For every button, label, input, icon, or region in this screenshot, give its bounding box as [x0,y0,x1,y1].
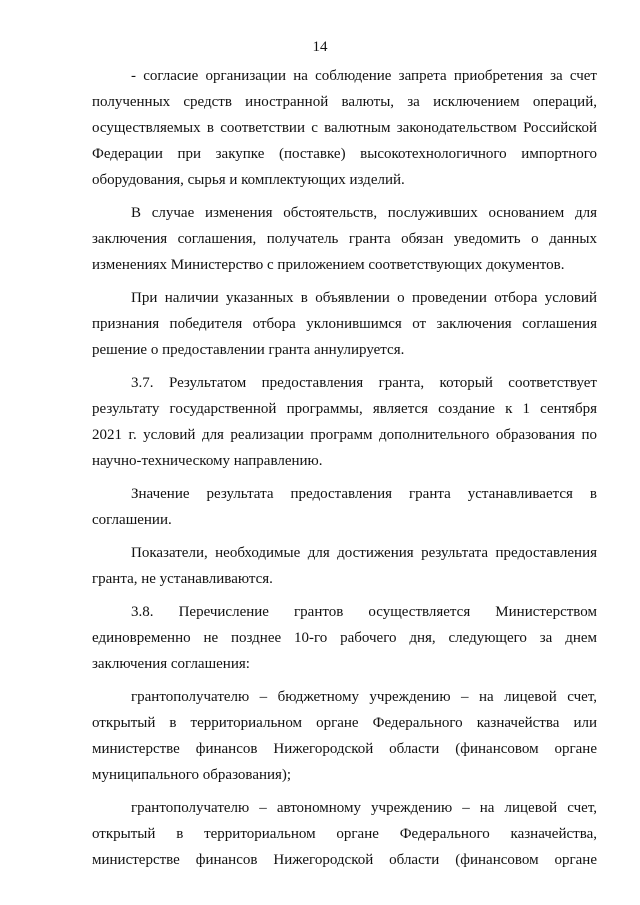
text-line: гранта, не устанавливаются. [92,571,273,587]
text-line: грантополучателю – автономному учреждению – на лицевой счет, [131,800,597,816]
text-line: полученных средств иностранной валюты, за исключением операций, [92,94,597,110]
text-line: соглашении. [92,512,172,528]
text-line: Федерации при закупке (поставке) высокотехнологичного импортного [92,146,597,162]
text-line: решение о предоставлении гранта аннулируется. [92,342,405,358]
text-line: признания победителя отбора уклонившимся от заключения соглашения [92,316,597,332]
text-line: министерстве финансов Нижегородской области (финансовом органе [92,741,597,757]
text-line: заключения соглашения, получатель гранта обязан уведомить о данных [92,231,597,247]
text-line: научно-техническому направлению. [92,453,323,469]
text-line: муниципального образования); [92,767,292,783]
page-number: 14 [312,39,328,55]
text-line: единовременно не позднее 10-го рабочего дня, следующего за днем [92,630,597,646]
text-line: изменениях Министерство с приложением соответствующих документов. [92,257,565,273]
text-line: - согласие организации на соблюдение запрета приобретения за счет [131,68,597,84]
text-line: осуществляемых в соответствии с валютным законодательством Российской [92,120,597,136]
text-line: 2021 г. условий для реализации программ дополнительного образования по [92,427,597,443]
text-line: открытый в территориальном органе Федерального казначейства, [92,826,597,842]
text-line: Значение результата предоставления гранта устанавливается в [131,486,597,502]
text-line: заключения соглашения: [92,656,250,672]
text-line: результату государственной программы, является создание к 1 сентября [92,401,597,417]
text-line: оборудования, сырья и комплектующих изделий. [92,172,405,188]
text-line: открытый в территориальном органе Федерального казначейства или [92,715,597,731]
text-line: В случае изменения обстоятельств, послуживших основанием для [131,205,597,221]
text-line: 3.7. Результатом предоставления гранта, который соответствует [131,375,597,391]
text-line: 3.8. Перечисление грантов осуществляется Министерством [131,604,597,620]
text-line: министерстве финансов Нижегородской области (финансовом органе [92,852,597,868]
text-line: Показатели, необходимые для достижения результата предоставления [131,545,597,561]
text-line: грантополучателю – бюджетному учреждению – на лицевой счет, [131,689,597,705]
text-line: При наличии указанных в объявлении о проведении отбора условий [131,290,597,306]
